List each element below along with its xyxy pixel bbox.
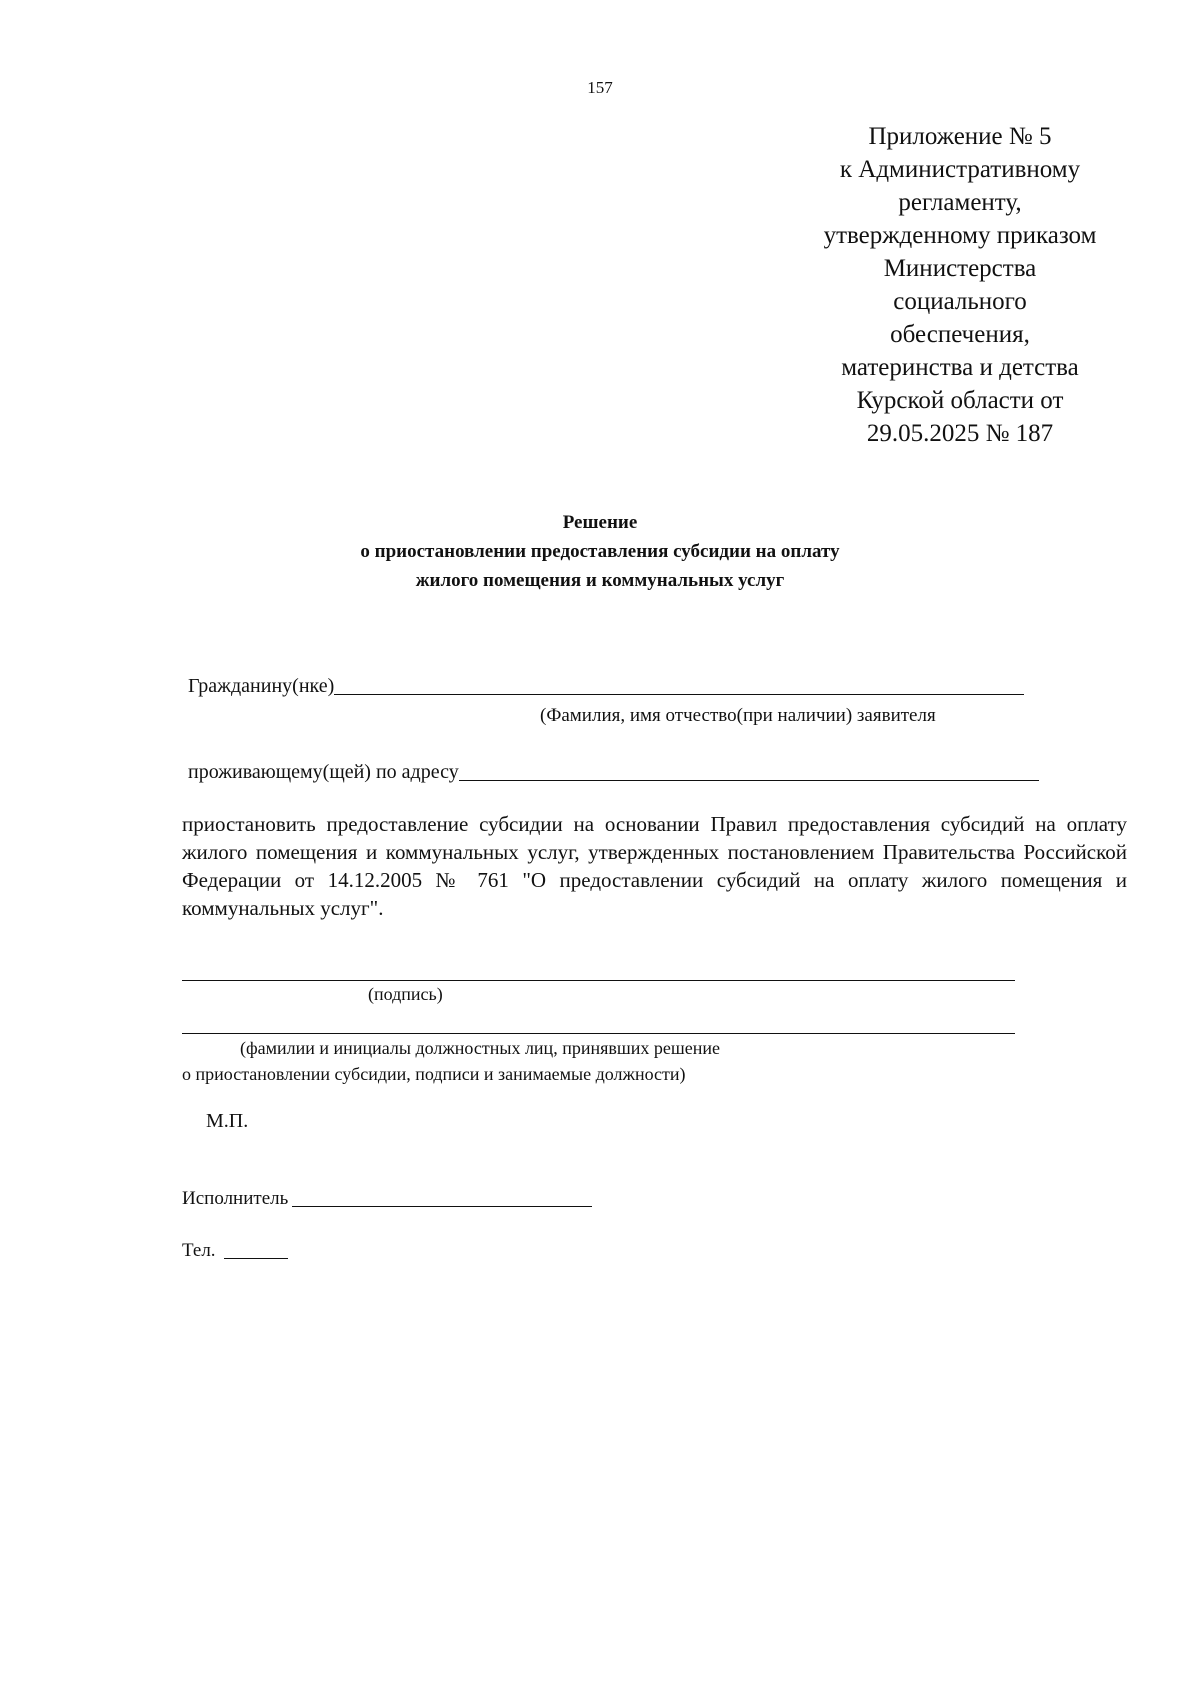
- page-number: 157: [587, 78, 613, 97]
- appendix-header: [790, 120, 1130, 450]
- decision-body-text: приостановить предоставление субсидии на основании Правил предоставления субсидий на оплату жилого помещения и коммунальных услуг, утвержденных постановлением Правительства Российской Федерации от 14.12.2005 № 761 "О предоставлении субсидий на оплату жилого помещения и коммунальных услуг".: [182, 812, 1127, 920]
- appendix-line: материнства и детства: [841, 354, 1079, 381]
- appendix-line: Курской области от: [856, 387, 1064, 414]
- executor-label: Исполнитель: [182, 1188, 289, 1209]
- address-row: [188, 760, 1039, 784]
- appendix-line: социального: [893, 288, 1027, 315]
- officials-caption-line1: (фамилии и инициалы должностных лиц, принявших решение: [240, 1038, 720, 1058]
- executor-row: [182, 1186, 592, 1210]
- officials-line[interactable]: [182, 1033, 1015, 1034]
- title-line: жилого помещения и коммунальных услуг: [415, 570, 785, 591]
- appendix-line: к Административному: [839, 156, 1081, 183]
- title-line: Решение: [562, 512, 638, 533]
- title-line: о приостановлении предоставления субсидии на оплату: [360, 541, 840, 562]
- appendix-line: обеспечения,: [890, 321, 1030, 348]
- phone-label: Тел.: [182, 1240, 216, 1261]
- appendix-line: Приложение № 5: [868, 123, 1052, 150]
- citizen-row: [188, 674, 1024, 698]
- executor-field[interactable]: [292, 1186, 592, 1207]
- address-label: проживающему(щей) по адресу: [188, 761, 459, 783]
- stamp-label: М.П.: [206, 1110, 249, 1132]
- citizen-caption: (Фамилия, имя отчество(при наличии) заявителя: [540, 705, 936, 726]
- signature-caption: (подпись): [368, 984, 443, 1004]
- appendix-line: Министерства: [883, 255, 1037, 282]
- appendix-line: утвержденному приказом: [823, 222, 1097, 249]
- phone-row: [182, 1238, 288, 1262]
- appendix-line: 29.05.2025 № 187: [866, 420, 1054, 447]
- address-field[interactable]: [459, 760, 1039, 781]
- signature-line[interactable]: [182, 980, 1015, 981]
- citizen-label: Гражданину(нке): [188, 675, 335, 697]
- citizen-name-field[interactable]: [334, 674, 1024, 695]
- officials-caption-line2: о приостановлении субсидии, подписи и занимаемые должности): [182, 1064, 686, 1084]
- phone-field[interactable]: [224, 1238, 288, 1259]
- document-title: [0, 508, 1200, 595]
- appendix-line: регламенту,: [898, 189, 1022, 216]
